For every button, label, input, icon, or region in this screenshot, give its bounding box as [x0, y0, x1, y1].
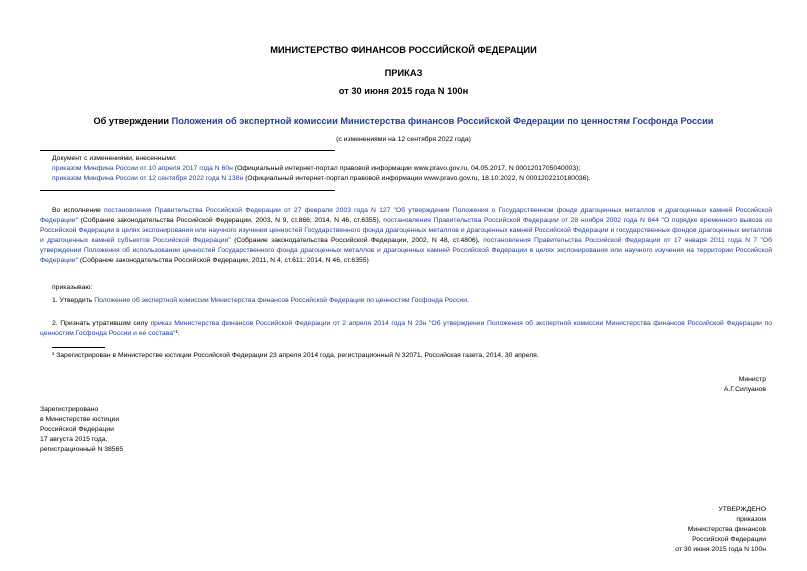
title-link[interactable]: Положения об экспертной комиссии Министерства финансов Российской Федерации по ценностям Госфонда России [171, 116, 714, 126]
approved-block: УТВЕРЖДЕНО приказом Министерства финансов Российской Федерации от 30 июня 2015 года N 100н [675, 506, 766, 553]
registration-block: Зарегистрировано в Министерстве юстиции Российской Федерации 17 августа 2015 года, регистрационный N 38565 [40, 406, 124, 453]
preamble-paragraph: Во исполнение постановления Правительства Российской Федерации от 27 февраля 2003 года N 127 "Об утверждении Положения о Государственном фонде драгоценных металлов и драгоценных камней Российской Федерации" (Собрание законодательства Российской Федерации, 2003, N 9, ст.866; 2014, N 46, ст.6355), постановления Правительства Российской Федерации от 28 ноября 2002 года N 844 "О порядке временного вывоза из Российской Федерации в целях экспонирования или научного изучения ценностей Государственного фонда драгоценных металлов и драгоценных камней Российской Федерации и государственных фондов драгоценных металлов и драгоценных камней субъектов Российской Федерации" (Собрание законодательства Российской Федерации, 2002, N 48, ст.4806), постановления Правительства Российской Федерации от 17 января 2011 года N 7 "Об утверждении Положения об использовании ценностей Государственного фонда драгоценных металлов и драгоценных камней Российской Федерации в целях экспонирования или научного изучения на территории Российской Федерации" (Собрание законодательства Российской Федерации, 2011, N 4, ст.611; 2014, N 46, ст.6355) [40, 207, 772, 264]
change-link[interactable]: приказом Минфина России от 10 апреля 2017 года N 60н [52, 165, 233, 172]
order-word: приказываю: [52, 284, 93, 291]
signature-name: А.Г.Силуанов [723, 386, 766, 393]
divider-top [40, 150, 335, 151]
doc-type: ПРИКАЗ [384, 68, 423, 78]
footnote-divider [52, 347, 105, 348]
preamble-link[interactable]: постановления Правительства Российской Федерации от 27 февраля 2003 года N 127 "Об утверждении Положения о Государственном фонде драгоценных металлов и драгоценных камней Российской Федерации" [40, 207, 772, 224]
changes-heading: Документ с изменениями, внесенными: [52, 155, 177, 162]
order-item-1: 1. Утвердить Положение об экспертной комиссии Министерства финансов Российской Федерации по ценностям Госфонда России. [52, 297, 469, 304]
footnote: ¹ Зарегистрирован в Министерстве юстиции Российской Федерации 23 апреля 2014 года, регистрационный N 32071, Российская газета, 2014, 30 апреля. [52, 352, 539, 359]
change-link[interactable]: приказом Минфина России от 12 сентября 2022 года N 138н [52, 175, 244, 182]
preamble-link[interactable]: постановления Правительства Российской Федерации от 28 ноября 2002 года N 844 "О порядке временного вывоза из Российской Федерации в целях экспонирования или научного изучения ценностей Государственного фонда драгоценных металлов и драгоценных камней Российской Федерации и государственных фондов драгоценных металлов и драгоценных камней субъектов Российской Федерации" [40, 217, 772, 244]
item2-link[interactable]: приказ Министерства финансов Российской Федерации от 2 апреля 2014 года N 23н "Об утверждении Положения об экспертной комиссии Министерства финансов Российской Федерации по ценностям Госфонда России и ее состава" [40, 320, 772, 337]
preamble-link[interactable]: постановления Правительства Российской Федерации от 17 января 2011 года N 7 "Об утверждении Положения об использовании ценностей Государственного фонда драгоценных металлов и драгоценных камней Российской Федерации в целях экспонирования или научного изучения на территории Российской Федерации" [40, 237, 772, 264]
signature-position: Министр [738, 376, 766, 383]
document-title [0, 116, 807, 126]
item1-link[interactable]: Положение об экспертной комиссии Министерства финансов Российской Федерации по ценностям Госфонда России [94, 297, 468, 304]
ministry-heading: МИНИСТЕРСТВО ФИНАНСОВ РОССИЙСКОЙ ФЕДЕРАЦИИ [270, 45, 537, 55]
change-item: приказом Минфина России от 10 апреля 2017 года N 60н (Официальный интернет-портал правовой информации www.pravo.gov.ru, 04.05.2017, N 0001201705040003); [52, 165, 581, 172]
order-item-2: 2. Признать утратившим силу приказ Министерства финансов Российской Федерации от 2 апреля 2014 года N 23н "Об утверждении Положения об экспертной комиссии Министерства финансов Российской Федерации по ценностям Госфонда России и ее состава"¹. [40, 320, 772, 337]
title-prefix: Об утверждении [93, 116, 172, 126]
revision-note: (с изменениями на 12 сентября 2022 года) [336, 136, 471, 143]
doc-date-number: от 30 июня 2015 года N 100н [338, 86, 469, 96]
divider-bottom [40, 190, 335, 191]
change-item: приказом Минфина России от 12 сентября 2022 года N 138н (Официальный интернет-портал правовой информации www.pravo.gov.ru, 18.10.2022, N 0001202210180036). [52, 175, 591, 182]
changes-block [52, 154, 792, 184]
